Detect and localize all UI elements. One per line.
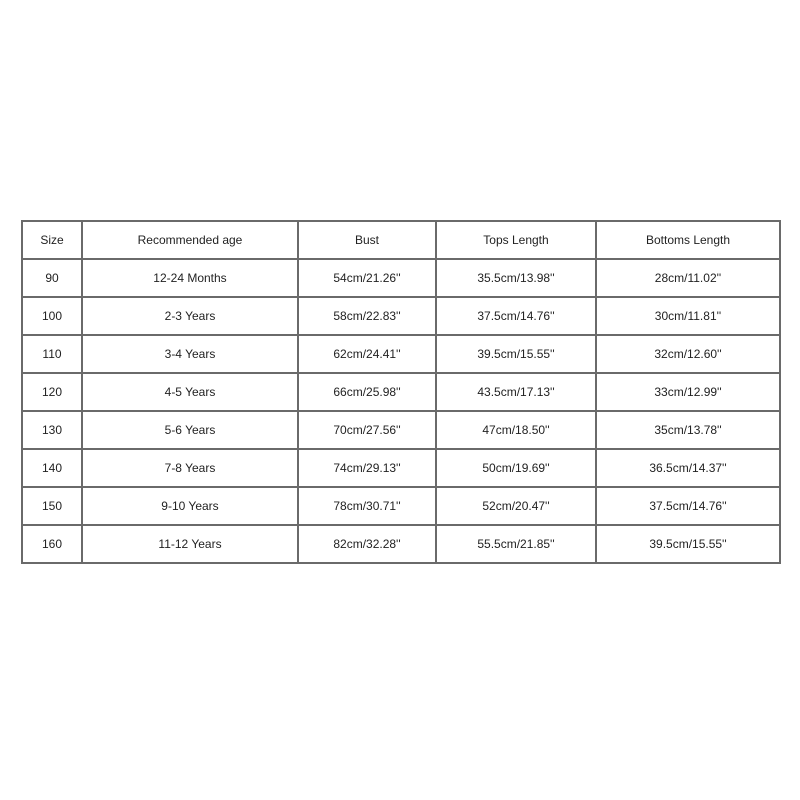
cell-bottoms-length: 28cm/11.02'' bbox=[596, 259, 780, 297]
cell-recommended-age: 11-12 Years bbox=[82, 525, 298, 563]
table-row bbox=[22, 297, 780, 335]
cell-recommended-age: 5-6 Years bbox=[82, 411, 298, 449]
cell-size: 130 bbox=[22, 411, 82, 449]
cell-tops-length: 47cm/18.50'' bbox=[436, 411, 596, 449]
cell-tops-length: 55.5cm/21.85'' bbox=[436, 525, 596, 563]
cell-bottoms-length: 35cm/13.78'' bbox=[596, 411, 780, 449]
cell-tops-length: 52cm/20.47'' bbox=[436, 487, 596, 525]
header-bottoms-length: Bottoms Length bbox=[596, 221, 780, 259]
cell-tops-length: 50cm/19.69'' bbox=[436, 449, 596, 487]
cell-bust: 78cm/30.71'' bbox=[298, 487, 436, 525]
cell-bust: 54cm/21.26'' bbox=[298, 259, 436, 297]
cell-size: 150 bbox=[22, 487, 82, 525]
table-header-row bbox=[22, 221, 780, 259]
cell-recommended-age: 7-8 Years bbox=[82, 449, 298, 487]
cell-bust: 70cm/27.56'' bbox=[298, 411, 436, 449]
cell-bottoms-length: 39.5cm/15.55'' bbox=[596, 525, 780, 563]
table-row bbox=[22, 373, 780, 411]
header-recommended-age: Recommended age bbox=[82, 221, 298, 259]
cell-size: 110 bbox=[22, 335, 82, 373]
cell-bust: 66cm/25.98'' bbox=[298, 373, 436, 411]
cell-bottoms-length: 36.5cm/14.37'' bbox=[596, 449, 780, 487]
table-row bbox=[22, 335, 780, 373]
header-bust: Bust bbox=[298, 221, 436, 259]
table-row bbox=[22, 449, 780, 487]
cell-bust: 62cm/24.41'' bbox=[298, 335, 436, 373]
cell-recommended-age: 4-5 Years bbox=[82, 373, 298, 411]
cell-tops-length: 43.5cm/17.13'' bbox=[436, 373, 596, 411]
size-chart-table bbox=[21, 220, 781, 564]
cell-bust: 58cm/22.83'' bbox=[298, 297, 436, 335]
cell-tops-length: 39.5cm/15.55'' bbox=[436, 335, 596, 373]
table-row bbox=[22, 487, 780, 525]
header-size: Size bbox=[22, 221, 82, 259]
cell-bottoms-length: 32cm/12.60'' bbox=[596, 335, 780, 373]
table-row bbox=[22, 525, 780, 563]
cell-bottoms-length: 37.5cm/14.76'' bbox=[596, 487, 780, 525]
cell-bottoms-length: 30cm/11.81'' bbox=[596, 297, 780, 335]
cell-size: 120 bbox=[22, 373, 82, 411]
cell-size: 140 bbox=[22, 449, 82, 487]
table-row bbox=[22, 411, 780, 449]
cell-size: 160 bbox=[22, 525, 82, 563]
cell-bust: 82cm/32.28'' bbox=[298, 525, 436, 563]
cell-tops-length: 37.5cm/14.76'' bbox=[436, 297, 596, 335]
cell-recommended-age: 12-24 Months bbox=[82, 259, 298, 297]
cell-size: 90 bbox=[22, 259, 82, 297]
cell-size: 100 bbox=[22, 297, 82, 335]
cell-recommended-age: 2-3 Years bbox=[82, 297, 298, 335]
table-row bbox=[22, 259, 780, 297]
cell-tops-length: 35.5cm/13.98'' bbox=[436, 259, 596, 297]
cell-bust: 74cm/29.13'' bbox=[298, 449, 436, 487]
cell-recommended-age: 3-4 Years bbox=[82, 335, 298, 373]
header-tops-length: Tops Length bbox=[436, 221, 596, 259]
cell-recommended-age: 9-10 Years bbox=[82, 487, 298, 525]
cell-bottoms-length: 33cm/12.99'' bbox=[596, 373, 780, 411]
